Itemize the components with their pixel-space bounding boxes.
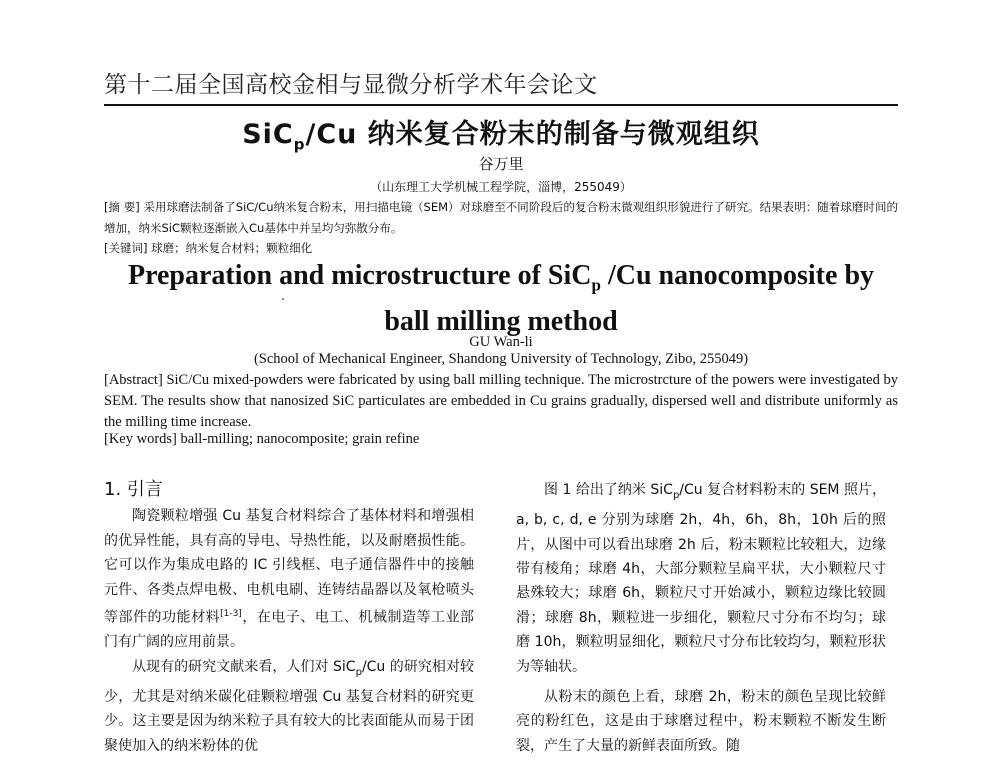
cn-title-post: /Cu 纳米复合粉末的制备与微观组织	[305, 119, 760, 150]
english-author: GU Wan-li	[469, 334, 533, 350]
english-affiliation: (School of Mechanical Engineer, Shandong University of Technology, Zibo, 255049)	[253, 351, 749, 367]
english-keywords: [Key words] ball-milling; nanocomposite; grain refine	[104, 431, 420, 447]
section-heading-introduction: 1. 引言	[104, 479, 163, 500]
chinese-author: 谷万里	[478, 155, 524, 173]
chinese-affiliation: （山东理工大学机械工程学院，淄博，255049）	[370, 180, 632, 194]
cn-title-pre: SiC	[242, 119, 294, 150]
header-rule	[104, 104, 898, 106]
results-paragraph-2: 从粉末的颜色上看，球磨 2h，粉末的颜色呈现比较鲜亮的粉红色，这是由于球磨过程中，粉末颗粒不断发生断裂，产生了大量的新鲜表面所致。随	[516, 689, 886, 754]
chinese-keywords: [关键词] 球磨；纳米复合材料；颗粒细化	[104, 241, 313, 255]
cn-title-sub: p	[293, 135, 306, 154]
intro-paragraph-1	[104, 504, 474, 654]
intro-paragraph-2	[104, 655, 474, 758]
intro-p1-text-a: 陶瓷颗粒增强 Cu 基复合材料综合了基体材料和增强相的优异性能，具有高的导电、导热性能，以及耐磨损性能。它可以作为集成电路的 IC 引线框、电子通信器件中的接触元件、各类点焊电极、电机电刷、连铸结晶器以及氧枪喷头等部件的功能材料	[104, 508, 474, 626]
english-title	[104, 258, 898, 340]
intro-p2-sub: p	[355, 666, 362, 678]
chinese-title	[104, 112, 898, 153]
results-p1-text-a: 图 1 给出了纳米 SiC	[544, 482, 673, 498]
results-p1-sub: p	[672, 489, 680, 501]
intro-p2-text-a: 从现有的研究文献来看，人们对 SiC	[132, 658, 356, 675]
right-column	[516, 478, 886, 758]
intro-p1-text-b: ，在电子、电工、机械制造等工业部门有广阔的应用前景。	[104, 609, 475, 651]
en-title-post: /Cu nanocomposite by ball milling method	[384, 260, 875, 337]
journal-header: 第十二届全国高校金相与显微分析学术年会论文	[104, 72, 598, 98]
en-title-pre: Preparation and microstructure of SiC	[127, 260, 592, 291]
results-p1-text-b: /Cu 复合材料粉末的 SEM 照片，a, b, c, d, e 分别为球磨 2h，4h，6h，8h，10h 后的照片，从图中可以看出球磨 2h 后，粉末颗粒比较粗大，边缘带有棱角；球磨 4h，大部分颗粒呈扁平状，大小颗粒尺寸悬殊较大；球磨 6h，颗粒尺寸开始减小，颗粒边缘比较圆滑；球磨 8h，颗粒进一步细化，颗粒尺寸分布不均匀；球磨 10h，颗粒明显细化，颗粒尺寸分布比较均匀，颗粒形状为等轴状。	[516, 482, 886, 675]
results-paragraph-1	[516, 478, 886, 679]
chinese-abstract: [摘 要] 采用球磨法制备了SiC/Cu纳米复合粉末，用扫描电镜（SEM）对球磨至不同阶段后的复合粉末微观组织形貌进行了研究。结果表明：随着球磨时间的增加，纳米SiC颗粒逐渐嵌入Cu基体中并呈均匀弥散分布。	[104, 200, 898, 235]
intro-p2-text-b: /Cu 的研究相对较少，尤其是对纳米碳化硅颗粒增强 Cu 基复合材料的研究更少。这主要是因为纳米粒子具有较大的比表面能从而易于团聚使加入的纳米粉体的优	[104, 658, 474, 754]
scan-speck	[282, 298, 284, 300]
en-title-sub: p	[591, 275, 601, 295]
english-abstract: [Abstract] SiC/Cu mixed-powders were fabricated by using ball milling technique. The microstrcture of the powers were investigated by SEM. The results show that nanosized SiC particulates are embedded in Cu grains gradually, dispersed well and distribute uniformly as the milling time increase.	[104, 372, 898, 430]
citation-ref: [1-3]	[220, 609, 242, 620]
left-column	[104, 478, 474, 758]
